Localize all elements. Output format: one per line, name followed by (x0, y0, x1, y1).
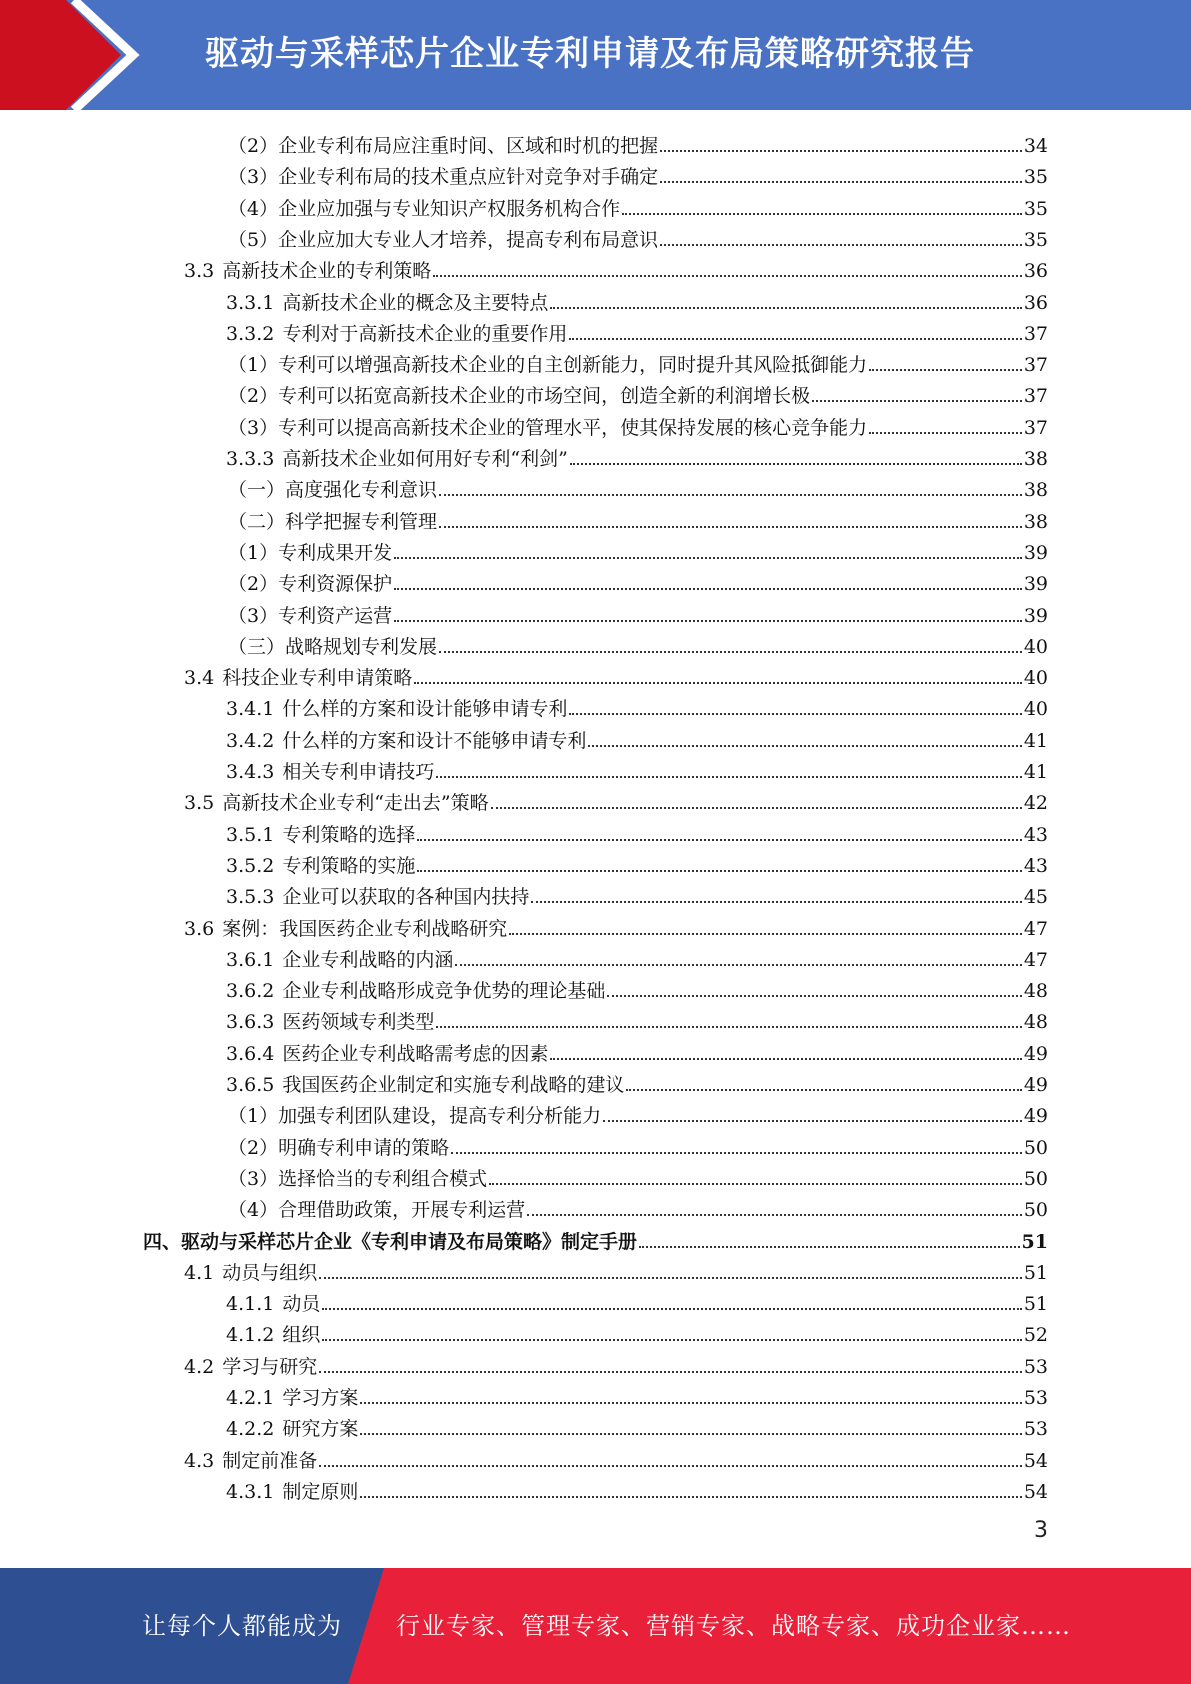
toc-dot-leader (455, 964, 1021, 966)
toc-dot-leader (439, 526, 1022, 528)
toc-entry-page: 51 (1023, 1293, 1048, 1316)
toc-entry[interactable] (228, 377, 1048, 408)
toc-entry[interactable] (226, 315, 1048, 346)
toc-entry-number: 3.6.1 (226, 948, 275, 971)
toc-entry-number: 4.2.1 (226, 1387, 275, 1409)
toc-dot-leader (639, 1246, 1020, 1248)
toc-entry-page: 39 (1023, 604, 1048, 627)
toc-entry-title: 企业专利战略的内涵 (282, 948, 454, 971)
toc-dot-leader (414, 682, 1022, 684)
toc-entry-page: 53 (1023, 1387, 1048, 1409)
report-title: 驱动与采样芯片企业专利申请及布局策略研究报告 (205, 34, 975, 74)
toc-dot-leader (626, 1089, 1021, 1091)
toc-entry[interactable] (226, 1410, 1048, 1441)
toc-entry[interactable] (226, 1316, 1048, 1347)
toc-entry-page: 41 (1023, 761, 1048, 783)
toc-entry-title: （3）选择恰当的专利组合模式 (228, 1167, 488, 1190)
toc-entry-title: 专利策略的实施 (282, 854, 416, 877)
toc-entry-page: 38 (1023, 479, 1048, 502)
toc-entry-title: 医药领域专利类型 (282, 1011, 435, 1034)
toc-dot-leader (394, 557, 1022, 559)
toc-entry[interactable] (228, 190, 1048, 221)
toc-entry-page: 49 (1023, 1042, 1048, 1065)
toc-dot-leader (417, 839, 1021, 841)
toc-entry-number: 3.6.5 (226, 1074, 275, 1096)
toc-entry-page: 35 (1023, 166, 1048, 189)
toc-entry[interactable] (226, 847, 1048, 878)
toc-entry[interactable] (228, 534, 1048, 565)
toc-entry-number: 3.5 (184, 792, 215, 815)
toc-entry-number: 3.5.2 (226, 854, 275, 877)
toc-entry-title: 四、驱动与采样芯片企业《专利申请及布局策略》制定手册 (143, 1230, 638, 1253)
toc-entry-title: 专利策略的选择 (282, 823, 416, 846)
toc-dot-leader (569, 338, 1021, 340)
toc-dot-leader (439, 651, 1022, 653)
toc-entry[interactable] (184, 1442, 1048, 1473)
toc-entry[interactable] (228, 565, 1048, 596)
toc-entry-title: 相关专利申请技巧 (282, 761, 435, 783)
toc-dot-leader (607, 995, 1021, 997)
toc-entry-title: 医药企业专利战略需考虑的因素 (282, 1042, 549, 1065)
toc-entry[interactable] (228, 158, 1048, 189)
toc-entry-title: （1）加强专利团队建设，提高专利分析能力 (228, 1105, 602, 1128)
toc-entry-title: 什么样的方案和设计不能够申请专利 (282, 729, 587, 752)
toc-entry-title: （三）战略规划专利发展 (228, 635, 438, 658)
toc-entry-title: 高新技术企业的专利策略 (222, 260, 432, 283)
toc-entry-page: 43 (1023, 823, 1048, 846)
toc-entry[interactable] (228, 597, 1048, 628)
toc-entry-title: （2）专利资源保护 (228, 573, 393, 596)
toc-entry-title: 制定原则 (282, 1480, 359, 1503)
toc-entry-page: 36 (1023, 260, 1048, 283)
toc-entry-title: （3）专利资产运营 (228, 604, 393, 627)
page-footer (0, 1568, 1191, 1684)
toc-entry-title: 高新技术企业的概念及主要特点 (282, 291, 549, 314)
toc-entry-page: 50 (1023, 1199, 1048, 1222)
toc-entry-page: 39 (1023, 541, 1048, 564)
toc-dot-leader (436, 776, 1021, 778)
toc-entry-title: （1）专利可以增强高新技术企业的自主创新能力，同时提升其风险抵御能力 (228, 354, 868, 377)
toc-entry-title: 案例：我国医药企业专利战略研究 (222, 917, 508, 940)
toc-entry-title: 学习与研究 (222, 1355, 318, 1378)
toc-entry-page: 51 (1023, 1261, 1048, 1284)
toc-entry-number: 4.1.2 (226, 1324, 275, 1347)
toc-entry-page: 51 (1021, 1230, 1048, 1253)
toc-entry-page: 37 (1023, 416, 1048, 439)
toc-entry-page: 36 (1023, 291, 1048, 314)
toc-dot-leader (319, 1371, 1022, 1373)
toc-entry-title: 我国医药企业制定和实施专利战略的建议 (282, 1074, 625, 1096)
toc-entry-page: 50 (1023, 1167, 1048, 1190)
toc-entry-title: （1）专利成果开发 (228, 541, 393, 564)
toc-entry[interactable] (226, 722, 1048, 753)
toc-entry[interactable] (228, 1191, 1048, 1222)
toc-entry[interactable] (226, 1003, 1048, 1034)
toc-dot-leader (394, 620, 1022, 622)
toc-entry-number: 4.2.2 (226, 1418, 275, 1441)
toc-entry-number: 4.1 (184, 1261, 215, 1284)
header-arrow-decoration (0, 0, 160, 110)
toc-entry-number: 3.4 (184, 667, 215, 690)
toc-dot-leader (588, 745, 1021, 747)
toc-entry-title: （2）企业专利布局应注重时间、区域和时机的把握 (228, 135, 659, 157)
toc-entry-title: 什么样的方案和设计能够申请专利 (282, 698, 568, 721)
toc-entry[interactable] (228, 127, 1048, 158)
toc-entry-number: 3.6.3 (226, 1011, 275, 1034)
toc-entry-title: （5）企业应加大专业人才培养，提高专利布局意识 (228, 228, 659, 251)
toc-entry-title: 研究方案 (282, 1418, 359, 1441)
toc-dot-leader (622, 213, 1022, 215)
footer-slogan-lead: 让每个人都能成为 (142, 1612, 342, 1640)
toc-entry[interactable] (226, 878, 1048, 909)
toc-entry-page: 43 (1023, 854, 1048, 877)
toc-entry[interactable] (226, 941, 1048, 972)
page-header (0, 0, 1191, 110)
toc-dot-leader (360, 1433, 1021, 1435)
toc-entry-page: 37 (1023, 354, 1048, 377)
toc-entry-page: 35 (1023, 228, 1048, 251)
toc-dot-leader (603, 1120, 1022, 1122)
toc-entry-title: 学习方案 (282, 1387, 359, 1409)
toc-entry-number: 3.6.2 (226, 980, 275, 1003)
toc-dot-leader (812, 400, 1022, 402)
toc-entry-page: 52 (1023, 1324, 1048, 1347)
toc-entry-title: （3）企业专利布局的技术重点应针对竞争对手确定 (228, 166, 659, 189)
toc-dot-leader (570, 463, 1022, 465)
toc-entry-title: （一）高度强化专利意识 (228, 479, 438, 502)
toc-dot-leader (869, 369, 1022, 371)
toc-entry-title: 制定前准备 (222, 1449, 318, 1472)
toc-entry-page: 54 (1023, 1480, 1048, 1503)
toc-entry-page: 53 (1023, 1355, 1048, 1378)
toc-entry[interactable] (226, 284, 1048, 315)
toc-entry-number: 3.5.1 (226, 823, 275, 846)
toc-entry-page: 53 (1023, 1418, 1048, 1441)
toc-entry-number: 3.5.3 (226, 886, 275, 909)
toc-entry[interactable] (184, 1348, 1048, 1379)
toc-entry-title: 专利对于高新技术企业的重要作用 (282, 322, 568, 345)
toc-entry-number: 3.6.4 (226, 1042, 275, 1065)
toc-entry[interactable] (226, 753, 1048, 784)
page-number: 3 (1034, 1518, 1048, 1543)
toc-entry-title: （2）明确专利申请的策略 (228, 1136, 450, 1159)
toc-entry-number: 3.3.2 (226, 322, 275, 345)
toc-entry-number: 4.3.1 (226, 1480, 275, 1503)
toc-entry-title: 动员 (282, 1293, 321, 1316)
toc-dot-leader (417, 870, 1021, 872)
toc-dot-leader (436, 1026, 1021, 1028)
toc-entry-title: 科技企业专利申请策略 (222, 667, 413, 690)
toc-dot-leader (322, 1339, 1021, 1341)
toc-entry-number: 4.1.1 (226, 1293, 275, 1316)
toc-entry[interactable] (228, 1129, 1048, 1160)
toc-entry[interactable] (228, 346, 1048, 377)
toc-entry-title: 高新技术企业如何用好专利“利剑” (282, 448, 568, 470)
toc-entry[interactable] (184, 910, 1048, 941)
toc-entry-page: 38 (1023, 510, 1048, 533)
toc-entry-number: 3.3 (184, 260, 215, 283)
toc-entry-title: 企业专利战略形成竞争优势的理论基础 (282, 980, 606, 1003)
toc-entry-page: 40 (1023, 698, 1048, 721)
toc-entry-number: 4.3 (184, 1449, 215, 1472)
toc-dot-leader (394, 588, 1022, 590)
toc-entry-page: 45 (1023, 886, 1048, 909)
toc-entry-page: 42 (1023, 792, 1048, 815)
toc-entry[interactable] (228, 471, 1048, 502)
toc-entry-page: 54 (1023, 1449, 1048, 1472)
toc-entry-page: 38 (1023, 448, 1048, 470)
toc-entry[interactable] (226, 1035, 1048, 1066)
toc-entry-page: 39 (1023, 573, 1048, 596)
toc-entry[interactable] (228, 1160, 1048, 1191)
toc-entry-number: 3.6 (184, 917, 215, 940)
toc-entry-title: （二）科学把握专利管理 (228, 510, 438, 533)
toc-dot-leader (489, 1183, 1022, 1185)
toc-entry-page: 41 (1023, 729, 1048, 752)
toc-entry[interactable] (228, 1097, 1048, 1128)
toc-dot-leader (360, 1402, 1021, 1404)
toc-entry-title: （3）专利可以提高高新技术企业的管理水平，使其保持发展的核心竞争能力 (228, 416, 868, 439)
toc-dot-leader (319, 1465, 1022, 1467)
toc-entry[interactable] (226, 816, 1048, 847)
toc-dot-leader (322, 1308, 1021, 1310)
toc-dot-leader (433, 275, 1022, 277)
toc-dot-leader (660, 181, 1022, 183)
toc-entry-number: 3.3.1 (226, 291, 275, 314)
toc-entry[interactable] (226, 440, 1048, 471)
toc-entry-page: 49 (1023, 1074, 1048, 1096)
toc-entry-title: （2）专利可以拓宽高新技术企业的市场空间，创造全新的利润增长极 (228, 385, 811, 408)
toc-entry-page: 48 (1023, 1011, 1048, 1034)
toc-entry-page: 35 (1023, 197, 1048, 220)
toc-entry-number: 3.4.1 (226, 698, 275, 721)
toc-entry-page: 37 (1023, 385, 1048, 408)
toc-entry-number: 3.3.3 (226, 448, 275, 470)
toc-entry-title: （4）企业应加强与专业知识产权服务机构合作 (228, 197, 621, 220)
toc-entry-number: 3.4.3 (226, 761, 275, 783)
toc-entry[interactable] (228, 221, 1048, 252)
toc-entry[interactable] (184, 1254, 1048, 1285)
toc-dot-leader (527, 1214, 1022, 1216)
toc-entry-page: 47 (1023, 917, 1048, 940)
toc-entry-page: 40 (1023, 667, 1048, 690)
toc-dot-leader (660, 150, 1022, 152)
toc-entry[interactable] (143, 1223, 1048, 1254)
toc-entry-title: 企业可以获取的各种国内扶持 (282, 886, 530, 909)
toc-dot-leader (660, 244, 1022, 246)
toc-entry[interactable] (226, 1066, 1048, 1097)
toc-dot-leader (550, 307, 1021, 309)
toc-entry[interactable] (228, 628, 1048, 659)
toc-entry[interactable] (226, 690, 1048, 721)
toc-entry-page: 47 (1023, 948, 1048, 971)
toc-dot-leader (569, 713, 1021, 715)
toc-entry-page: 49 (1023, 1105, 1048, 1128)
footer-slogan-roles: 行业专家、管理专家、营销专家、战略专家、成功企业家…… (396, 1612, 1071, 1640)
toc-dot-leader (869, 432, 1022, 434)
toc-entry-title: （4）合理借助政策，开展专利运营 (228, 1199, 526, 1222)
toc-entry-page: 40 (1023, 635, 1048, 658)
toc-entry-page: 50 (1023, 1136, 1048, 1159)
toc-dot-leader (319, 1277, 1022, 1279)
toc-entry-page: 48 (1023, 980, 1048, 1003)
toc-entry-page: 34 (1023, 135, 1048, 157)
toc-entry[interactable] (226, 972, 1048, 1003)
toc-entry-title: 高新技术企业专利“走出去”策略 (222, 792, 489, 815)
toc-dot-leader (451, 1152, 1022, 1154)
toc-entry[interactable] (184, 659, 1048, 690)
toc-dot-leader (491, 807, 1022, 809)
toc-dot-leader (531, 901, 1021, 903)
toc-dot-leader (360, 1496, 1021, 1498)
toc-entry[interactable] (184, 784, 1048, 815)
toc-entry[interactable] (228, 503, 1048, 534)
toc-entry-title: 组织 (282, 1324, 321, 1347)
toc-dot-leader (509, 933, 1022, 935)
toc-entry[interactable] (184, 252, 1048, 283)
toc-entry-number: 4.2 (184, 1355, 215, 1378)
toc-entry[interactable] (226, 1473, 1048, 1504)
toc-entry-number: 3.4.2 (226, 729, 275, 752)
toc-dot-leader (550, 1058, 1021, 1060)
toc-entry-page: 37 (1023, 322, 1048, 345)
toc-entry[interactable] (226, 1379, 1048, 1410)
toc-entry[interactable] (226, 1285, 1048, 1316)
toc-entry-title: 动员与组织 (222, 1261, 318, 1284)
toc-dot-leader (439, 494, 1022, 496)
toc-entry[interactable] (228, 409, 1048, 440)
